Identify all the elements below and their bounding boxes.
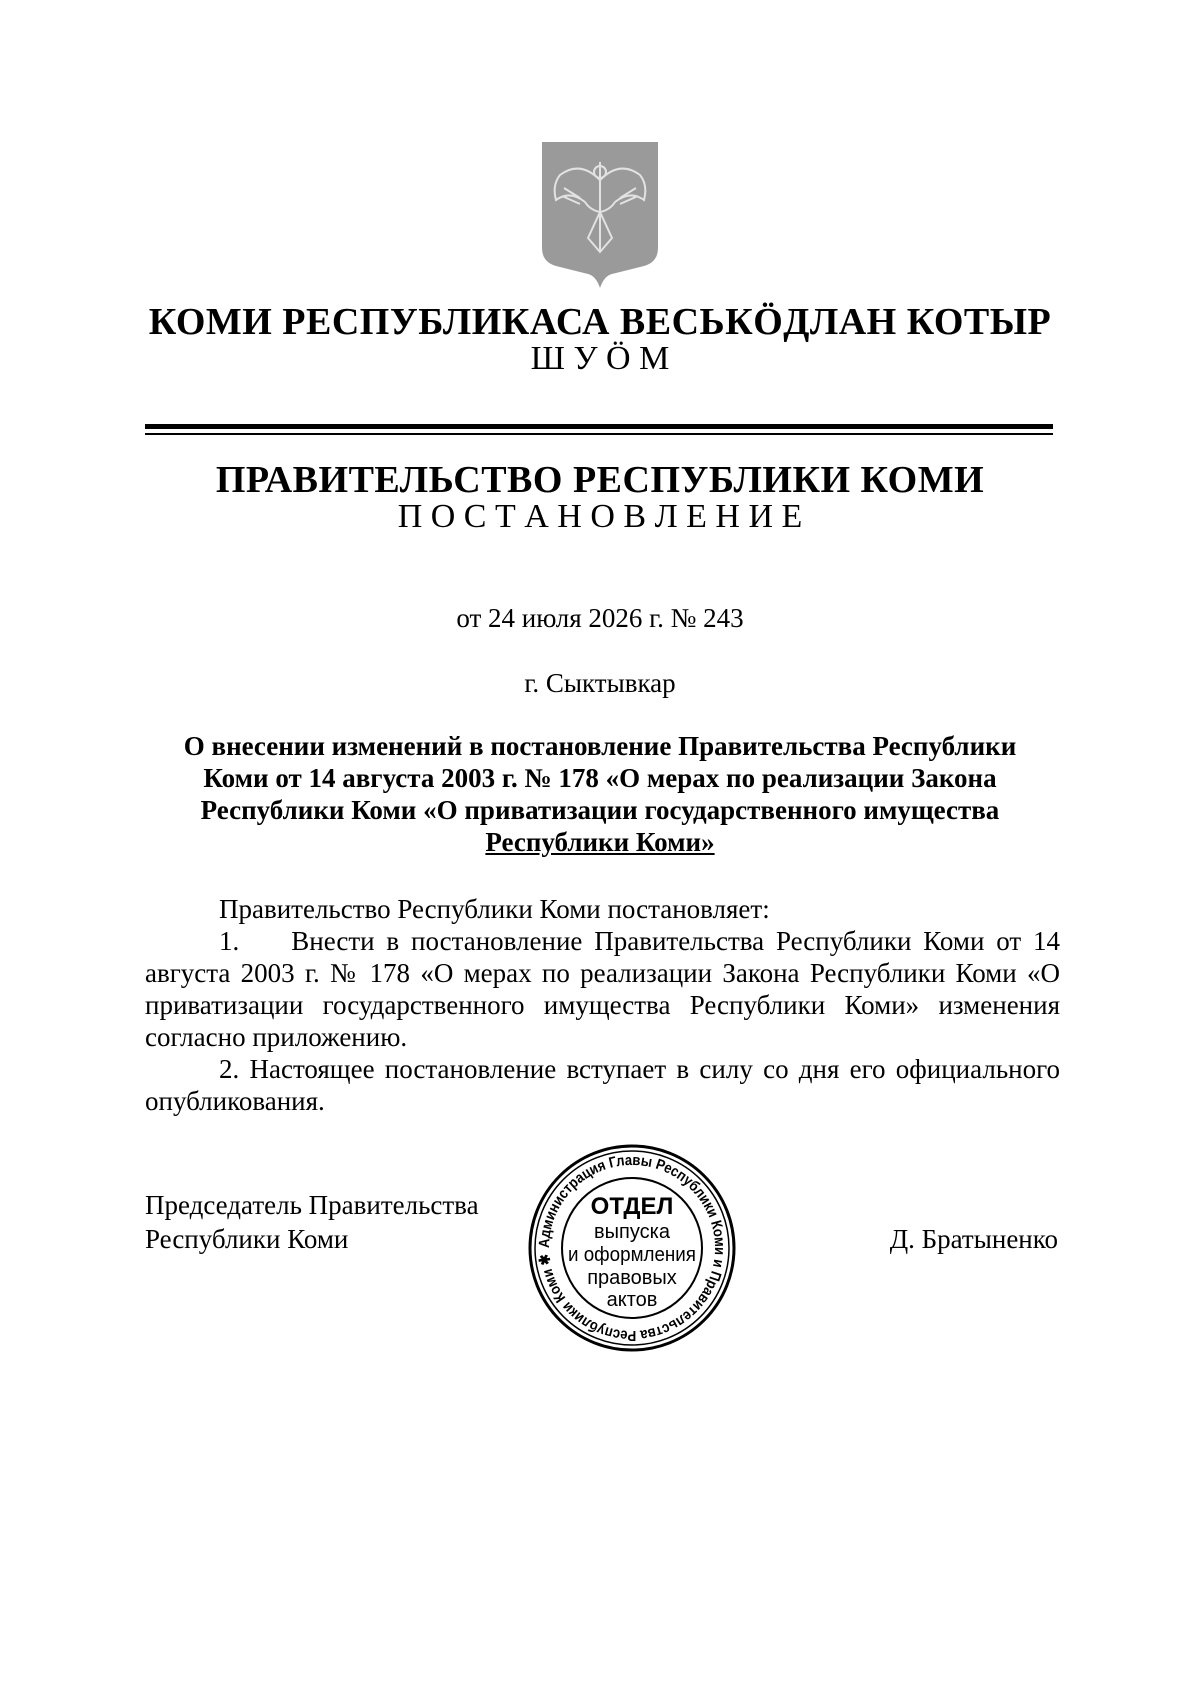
government-title: ПРАВИТЕЛЬСТВО РЕСПУБЛИКИ КОМИ (215, 459, 985, 501)
document-date-number: от 24 июля 2026 г. № 243 (456, 603, 744, 633)
stamp-center-line: выпуска (594, 1221, 670, 1243)
komi-document-type: Ш У Ӧ М (530, 340, 670, 377)
stamp-center-line: правовых (587, 1267, 677, 1289)
signatory-name: Д. Братыненко (889, 1224, 1058, 1254)
document-body (145, 893, 1060, 1117)
signatory-position-line: Председатель Правительства (145, 1190, 479, 1220)
header-divider-thick (145, 424, 1053, 429)
paragraph-1 (145, 925, 1060, 1053)
komi-government-title: КОМИ РЕСПУБЛИКАСА ВЕСЬКӦДЛАН КОТЫР (148, 301, 1052, 343)
title-line: Республики Коми» (485, 827, 715, 857)
paragraph-1-text: Внести в постановление Правительства Республики Коми от 14 августа 2003 г. № 178 «О мерах по реализации Закона Республики Коми «О приватизации государственного имущества Республики Коми» изменения согласно приложению. (145, 926, 1060, 1052)
document-type: П О С Т А Н О В Л Е Н И Е (397, 498, 803, 535)
title-line: Коми от 14 августа 2003 г. № 178 «О мерах по реализации Закона (203, 763, 997, 793)
official-seal-stamp (526, 1142, 738, 1354)
header-divider-thin (145, 433, 1053, 435)
coat-of-arms-icon (540, 140, 660, 290)
signatory-position-line: Республики Коми (145, 1224, 349, 1254)
paragraph-2: 2. Настоящее постановление вступает в силу со дня его официального опубликования. (145, 1054, 1060, 1116)
title-line: Республики Коми «О приватизации государственного имущества (200, 795, 1000, 825)
document-city: г. Сыктывкар (524, 668, 676, 698)
title-line: О внесении изменений в постановление Правительства Республики (183, 731, 1017, 761)
intro-paragraph: Правительство Республики Коми постановляет: (219, 894, 770, 924)
stamp-center-line: и оформления (568, 1244, 696, 1266)
stamp-center-line: ОТДЕЛ (590, 1193, 674, 1220)
document-title (150, 730, 1050, 858)
paragraph-1-number: 1. (219, 926, 240, 956)
stamp-center-line: актов (606, 1289, 658, 1311)
stamp-ring-text: Администрация Главы Республики Коми и Правительства Республики Коми ✱ (535, 1151, 729, 1345)
signatory-position (145, 1188, 479, 1256)
